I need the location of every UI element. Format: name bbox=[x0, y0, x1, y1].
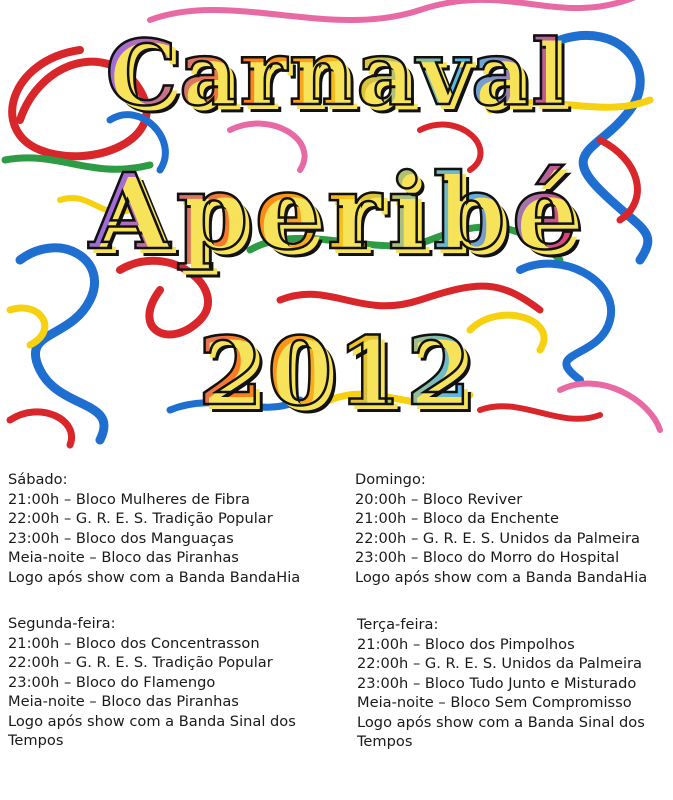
event-item: 22:00h – G. R. E. S. Tradição Popular bbox=[8, 510, 273, 527]
poster-title-aperibe: Aperibé bbox=[0, 160, 673, 264]
event-item: 20:00h – Bloco Reviver bbox=[355, 490, 523, 508]
event-item: 23:00h – Bloco do Flamengo bbox=[8, 673, 216, 691]
day-heading-segunda: Segunda-feira: bbox=[8, 615, 116, 632]
event-item: 22:00h – G. R. E. S. Unidos da Palmeira bbox=[355, 529, 641, 547]
event-item: Logo após show com a Banda Sinal dos Tempos bbox=[357, 713, 645, 750]
day-heading-sabado: Sábado: bbox=[8, 471, 68, 488]
event-item: Meia-noite – Bloco das Piranhas bbox=[8, 549, 239, 566]
event-item: Logo após show com a Banda Sinal dos Tempos bbox=[8, 712, 296, 749]
event-item: 21:00h – Bloco dos Concentrasson bbox=[8, 634, 260, 652]
schedule-terca bbox=[357, 615, 657, 752]
event-item: 22:00h – G. R. E. S. Unidos da Palmeira bbox=[357, 655, 643, 672]
event-item: 21:00h – Bloco Mulheres de Fibra bbox=[8, 490, 250, 508]
event-item: 21:00h – Bloco dos Pimpolhos bbox=[357, 635, 575, 653]
schedule-segunda bbox=[8, 614, 304, 751]
schedule-domingo bbox=[355, 470, 673, 587]
day-heading-terca: Terça-feira: bbox=[357, 616, 439, 633]
event-item: 23:00h – Bloco Tudo Junto e Misturado bbox=[357, 674, 637, 692]
day-heading-domingo: Domingo: bbox=[355, 471, 426, 488]
event-item: Meia-noite – Bloco Sem Compromisso bbox=[357, 694, 632, 711]
event-item: Meia-noite – Bloco das Piranhas bbox=[8, 693, 239, 710]
schedule-sabado bbox=[8, 470, 328, 587]
event-item: Logo após show com a Banda BandaHia bbox=[355, 568, 648, 586]
event-item: 22:00h – G. R. E. S. Tradição Popular bbox=[8, 654, 273, 671]
poster-title-carnaval: Carnaval bbox=[0, 28, 673, 118]
event-item: 21:00h – Bloco da Enchente bbox=[355, 510, 559, 527]
event-item: 23:00h – Bloco do Morro do Hospital bbox=[355, 549, 620, 566]
event-item: 23:00h – Bloco dos Manguaças bbox=[8, 529, 234, 547]
poster-title-year: 2012 bbox=[0, 325, 673, 419]
event-item: Logo após show com a Banda BandaHia bbox=[8, 568, 301, 586]
